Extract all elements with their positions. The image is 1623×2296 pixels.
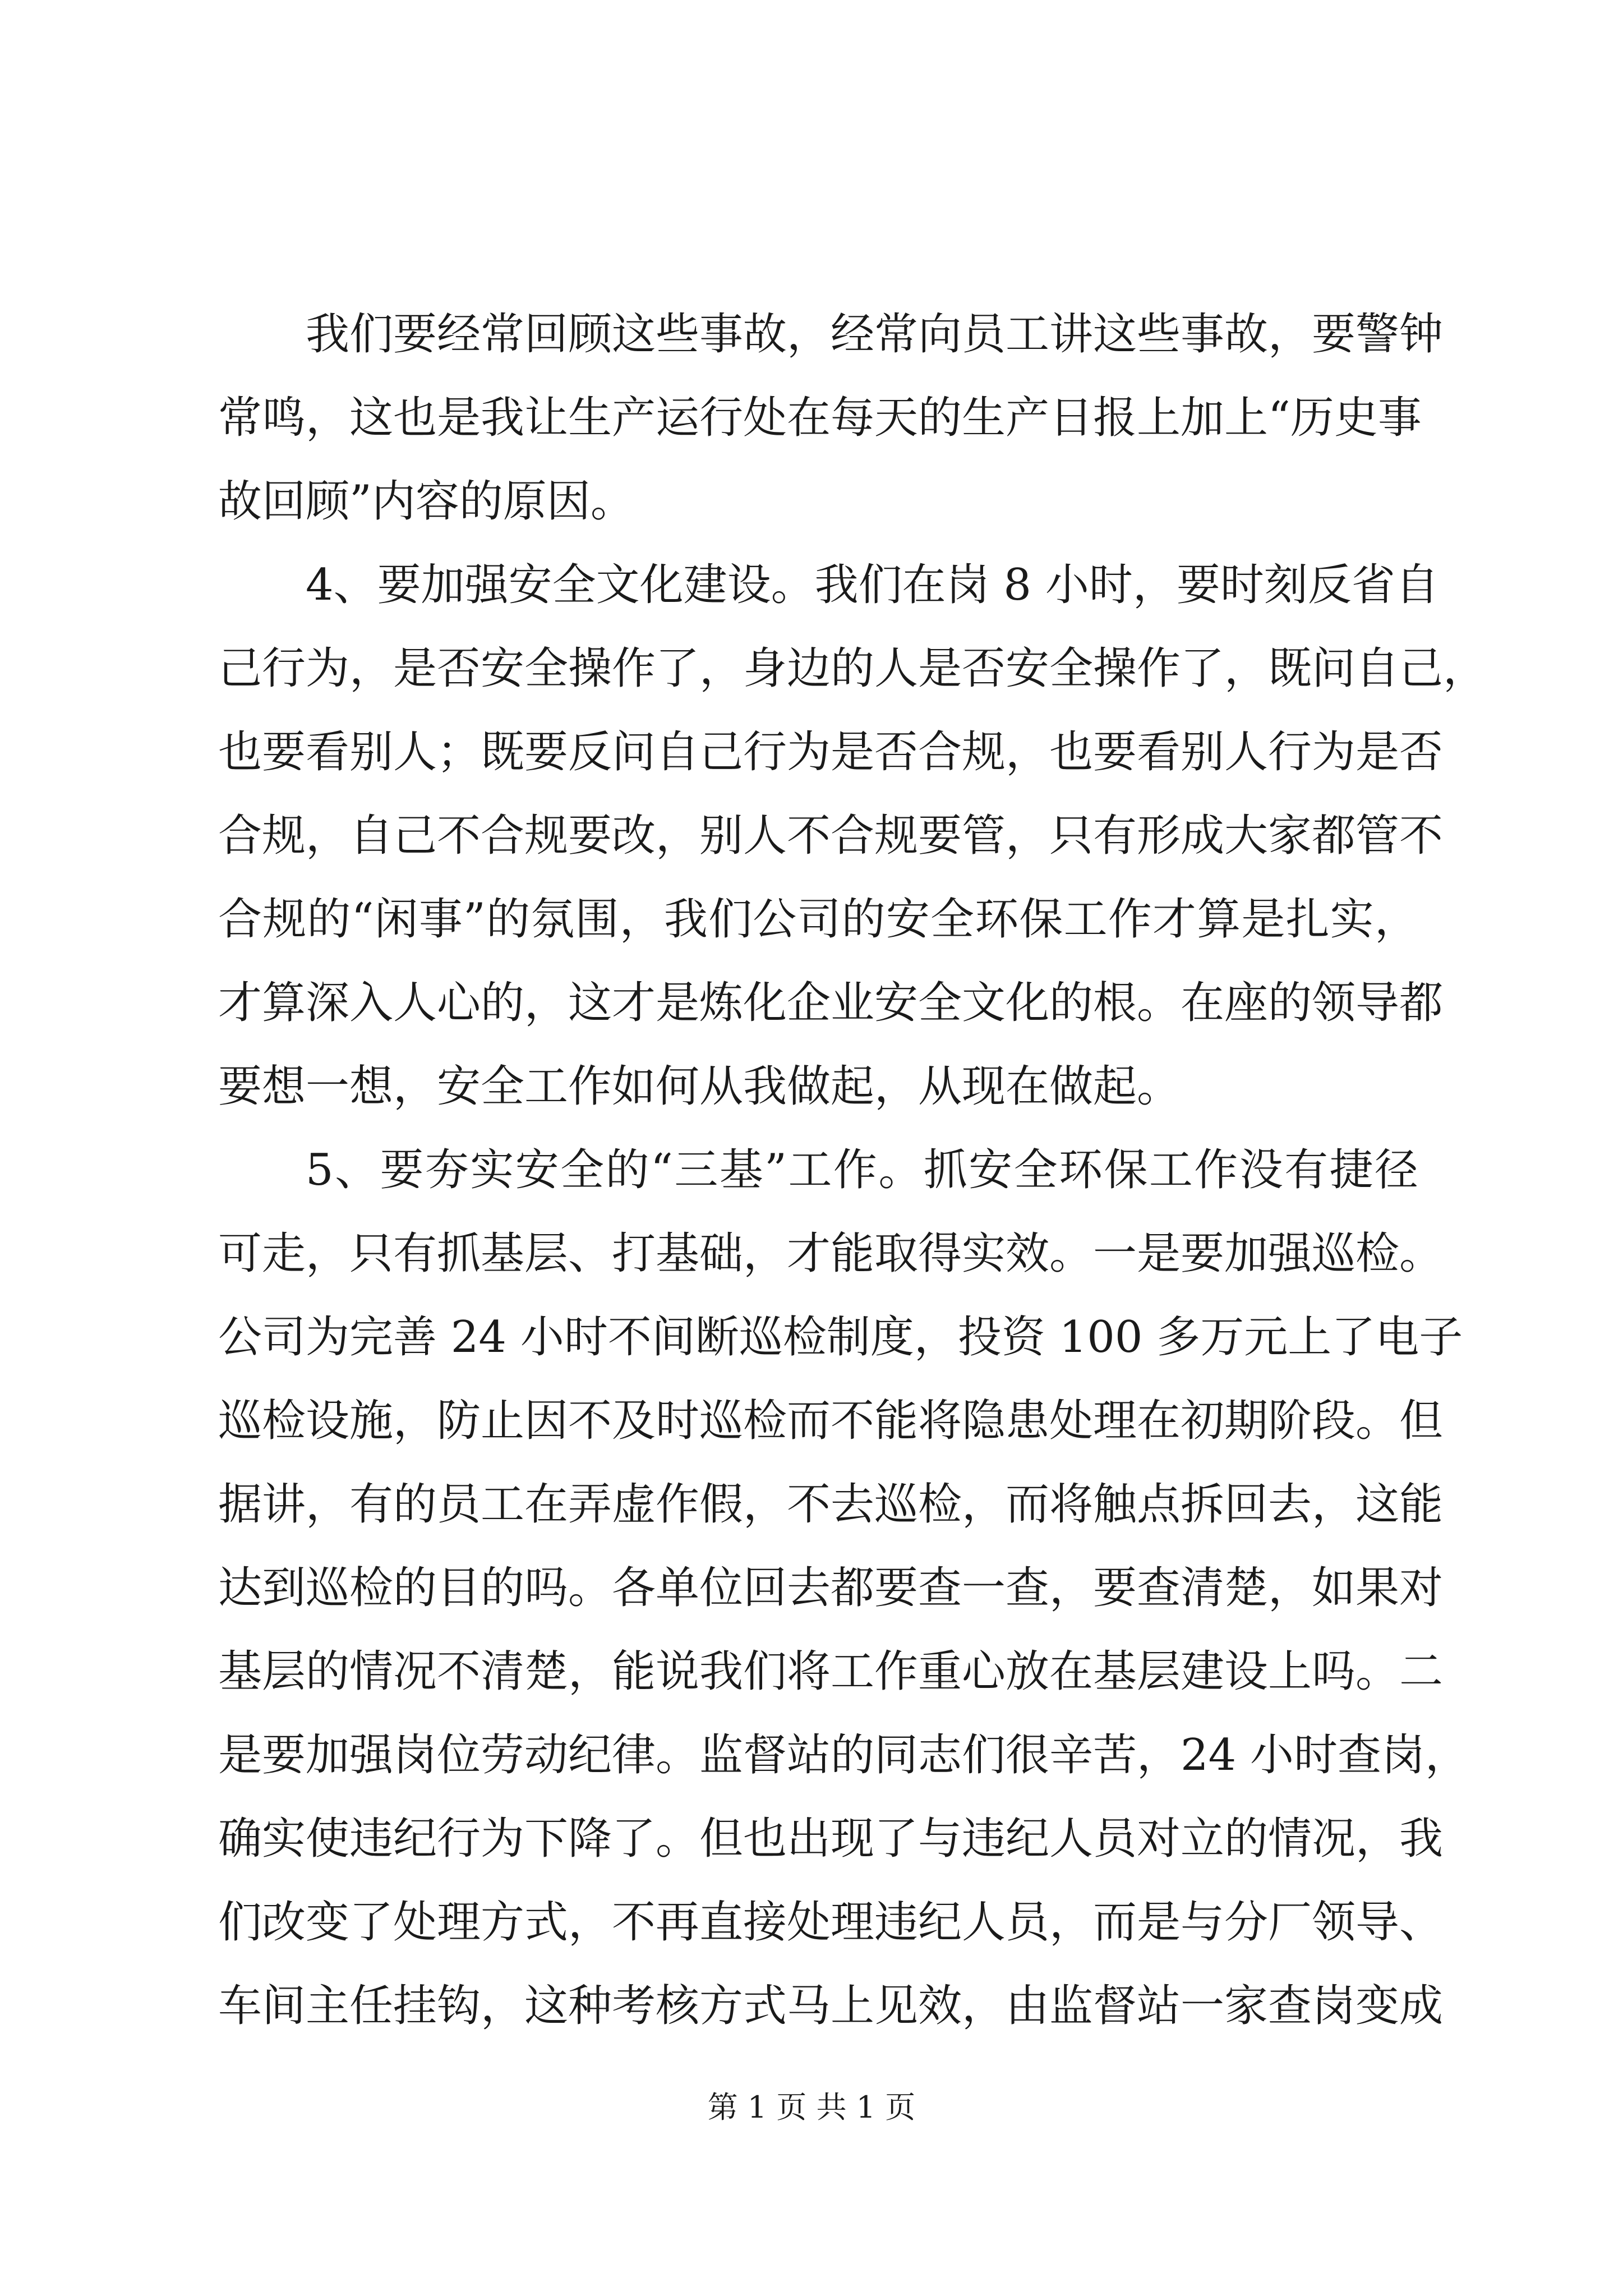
paragraph-2-line-2: 己行为，是否安全操作了，身边的人是否安全操作了，既问自己，	[218, 643, 1487, 694]
paragraph-3-line-8: 是要加强岗位劳动纪律。监督站的同志们很辛苦，24 小时查岗，	[218, 1730, 1469, 1780]
paragraph-2-line-7: 要想一想，安全工作如何从我做起，从现在做起。	[218, 1061, 1181, 1112]
paragraph-3-line-11: 车间主任挂钩，这种考核方式马上见效，由监督站一家查岗变成	[218, 1981, 1444, 2031]
paragraph-2-line-6: 才算深入人心的，这才是炼化企业安全文化的根。在座的领导都	[218, 978, 1444, 1028]
paragraph-2-line-5: 合规的“闲事”的氛围，我们公司的安全环保工作才算是扎实，	[218, 894, 1418, 945]
paragraph-3-line-3: 公司为完善 24 小时不间断巡检制度，投资 100 多万元上了电子	[218, 1312, 1463, 1363]
paragraph-3-line-5: 据讲，有的员工在弄虚作假，不去巡检，而将触点拆回去，这能	[218, 1479, 1444, 1530]
paragraph-3-line-9: 确实使违纪行为下降了。但也出现了与违纪人员对立的情况，我	[218, 1814, 1444, 1864]
paragraph-2-line-4: 合规，自己不合规要改，别人不合规要管，只有形成大家都管不	[218, 811, 1444, 861]
paragraph-3-line-2: 可走，只有抓基层、打基础，才能取得实效。一是要加强巡检。	[218, 1228, 1444, 1279]
paragraph-3-line-10: 们改变了处理方式，不再直接处理违纪人员，而是与分厂领导、	[218, 1897, 1444, 1948]
paragraph-3-line-1: 5、要夯实安全的“三基”工作。抓安全环保工作没有捷径	[306, 1145, 1418, 1195]
paragraph-1-line-2: 常鸣，这也是我让生产运行处在每天的生产日报上加上“历史事	[218, 393, 1422, 443]
paragraph-3-line-6: 达到巡检的目的吗。各单位回去都要查一查，要查清楚，如果对	[218, 1563, 1444, 1613]
page-number-footer: 第 1 页 共 1 页	[707, 2090, 916, 2125]
paragraph-3-line-7: 基层的情况不清楚，能说我们将工作重心放在基层建设上吗。二	[218, 1646, 1444, 1697]
paragraph-2-line-3: 也要看别人；既要反问自己行为是否合规，也要看别人行为是否	[218, 727, 1444, 777]
paragraph-1-line-1: 我们要经常回顾这些事故，经常向员工讲这些事故，要警钟	[306, 309, 1444, 360]
paragraph-2-line-1: 4、要加强安全文化建设。我们在岗 8 小时，要时刻反省自	[306, 560, 1439, 610]
paragraph-1-line-3: 故回顾”内容的原因。	[218, 476, 634, 527]
paragraph-3-line-4: 巡检设施，防止因不及时巡检而不能将隐患处理在初期阶段。但	[218, 1396, 1444, 1446]
